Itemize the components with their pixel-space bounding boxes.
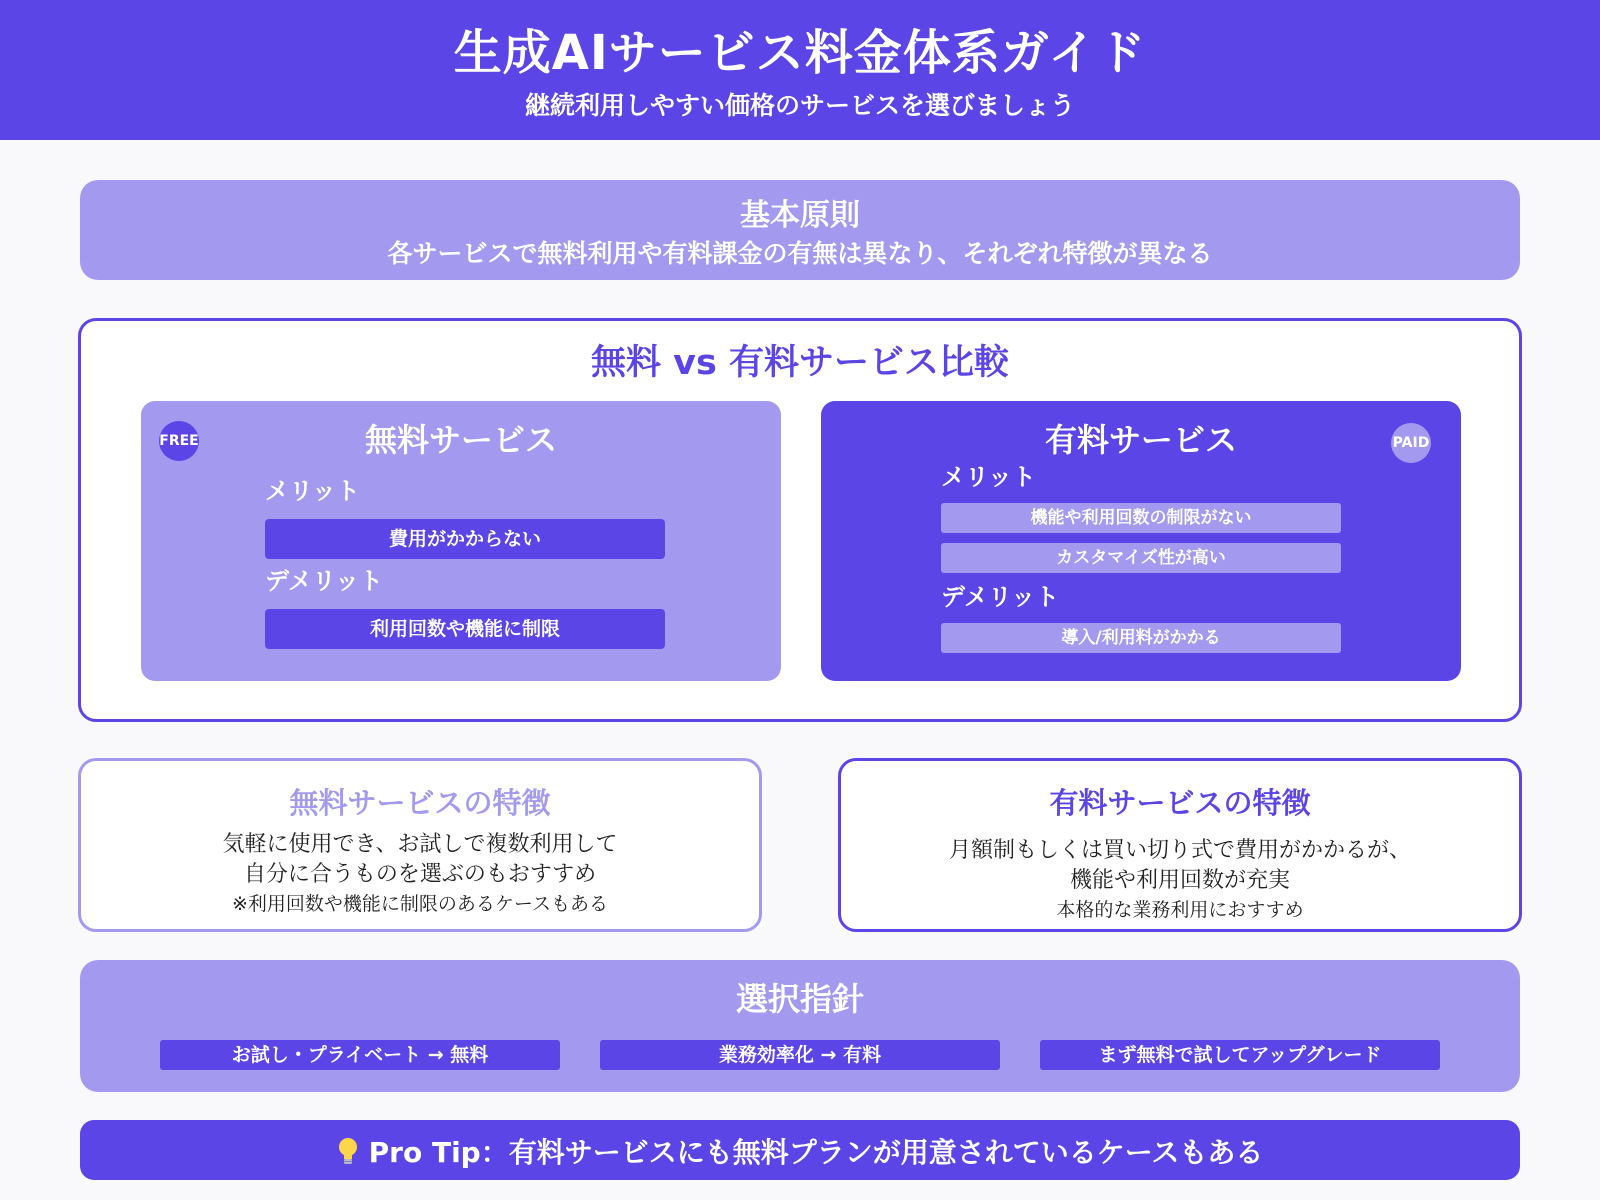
paid-merit-item: 機能や利用回数の制限がない	[941, 503, 1341, 533]
free-features-line: 気軽に使用でき、お試しで複数利用して	[222, 832, 618, 857]
page-title: 生成AIサービス料金体系ガイド	[453, 25, 1147, 81]
paid-features-title: 有料サービスの特徴	[1049, 786, 1311, 820]
free-features-note: ※利用回数や機能に制限のあるケースもある	[232, 893, 608, 915]
guide-title: 選択指針	[735, 980, 864, 1018]
free-card-title: 無料サービス	[364, 421, 557, 459]
free-badge: FREE	[159, 421, 199, 461]
lightbulb-icon	[337, 1137, 359, 1172]
paid-features-line: 月額制もしくは買い切り式で費用がかかるが、	[948, 838, 1411, 863]
paid-service-card	[821, 401, 1461, 681]
pro-tip	[80, 1131, 1520, 1172]
comparison-panel	[78, 318, 1522, 722]
free-service-card	[141, 401, 781, 681]
guide-item: 業務効率化 → 有料	[600, 1040, 1000, 1070]
paid-features-note: 本格的な業務利用におすすめ	[1056, 899, 1304, 921]
pro-tip-banner	[80, 1120, 1520, 1180]
principle-text: 各サービスで無料利用や有料課金の有無は異なり、それぞれ特徴が異なる	[387, 239, 1213, 268]
free-merit-label: メリット	[265, 477, 361, 505]
pro-tip-text: Pro Tip：有料サービスにも無料プランが用意されているケースもある	[368, 1136, 1264, 1169]
paid-badge: PAID	[1391, 423, 1431, 463]
paid-merit-item: カスタマイズ性が高い	[941, 543, 1341, 573]
guide-item: お試し・プライベート → 無料	[160, 1040, 560, 1070]
header-banner	[0, 0, 1600, 140]
paid-demerit-label: デメリット	[941, 583, 1060, 611]
guide-item: まず無料で試してアップグレード	[1040, 1040, 1440, 1070]
principle-panel	[80, 180, 1520, 280]
free-demerit-label: デメリット	[265, 567, 384, 595]
paid-card-title: 有料サービス	[1044, 421, 1237, 459]
free-merit-item: 費用がかからない	[265, 519, 665, 559]
paid-demerit-item: 導入/利用料がかかる	[941, 623, 1341, 653]
paid-features-card	[838, 758, 1522, 932]
selection-guide-panel	[80, 960, 1520, 1092]
free-features-card	[78, 758, 762, 932]
comparison-title: 無料 vs 有料サービス比較	[590, 343, 1010, 383]
paid-merit-label: メリット	[941, 463, 1037, 491]
free-features-line: 自分に合うものを選ぶのもおすすめ	[243, 862, 597, 887]
free-demerit-item: 利用回数や機能に制限	[265, 609, 665, 649]
paid-features-line: 機能や利用回数が充実	[1069, 868, 1290, 893]
page-subtitle: 継続利用しやすい価格のサービスを選びましょう	[524, 91, 1075, 120]
principle-title: 基本原則	[740, 198, 860, 233]
free-features-title: 無料サービスの特徴	[289, 786, 551, 820]
